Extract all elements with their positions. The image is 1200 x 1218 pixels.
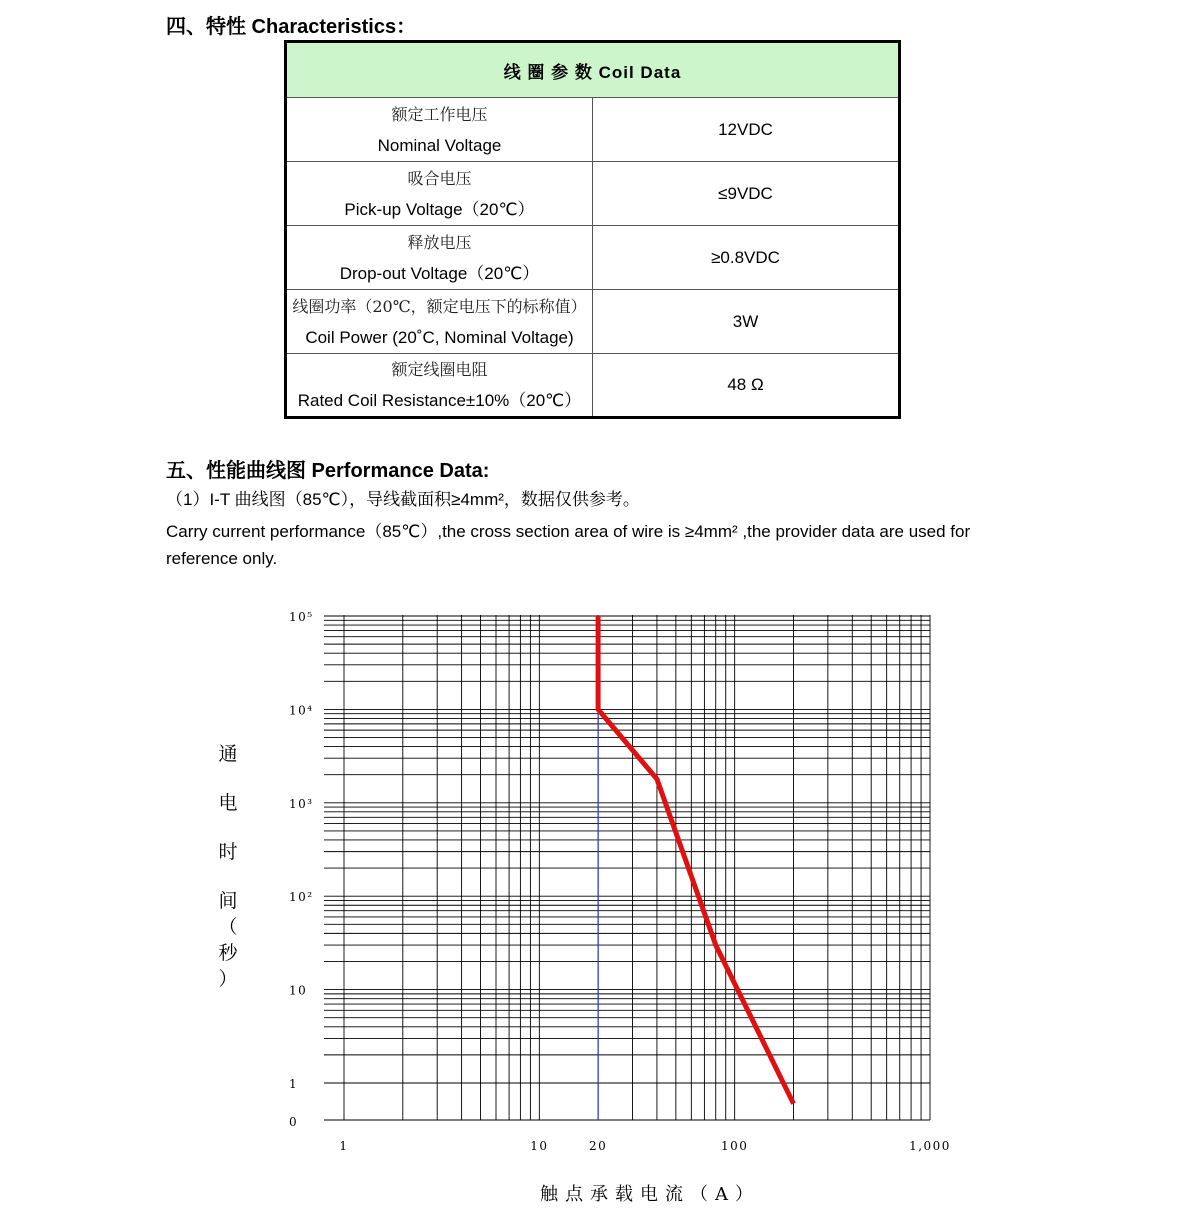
label-cn: 额定工作电压	[391, 104, 488, 124]
y-tick-label: 10³	[289, 796, 314, 811]
y-tick-label: 10²	[289, 890, 314, 905]
table-row	[286, 162, 900, 226]
coil-data-header: 线 圈 参 数 Coil Data	[286, 42, 900, 98]
it-curve-note-en: Carry current performance（85℃）,the cross section area of wire is ≥4mm² ,the provider data are used for	[166, 522, 971, 541]
table-row	[286, 290, 900, 354]
y-tick-label: 10⁵	[289, 610, 314, 624]
characteristics-heading: 四、特性 Characteristics：	[166, 16, 417, 38]
x-tick-label: 1	[339, 1139, 349, 1153]
x-tick-label: 1,000	[909, 1139, 951, 1153]
x-tick-label: 100	[720, 1139, 749, 1153]
coil-resistance-value: 48 Ω	[593, 354, 900, 418]
y-tick-label: 0	[289, 1115, 299, 1129]
x-tick-label: 20	[588, 1139, 608, 1153]
label-en: Drop-out Voltage（20℃）	[339, 263, 540, 283]
table-row	[286, 226, 900, 290]
y-tick-label: 1	[289, 1077, 299, 1091]
label-en: Coil Power (20˚C, Nominal Voltage)	[305, 327, 574, 347]
label-cn: 线圈功率（20℃，额定电压下的标称值）	[292, 296, 587, 316]
x-tick-label: 10	[530, 1139, 549, 1153]
label-en: Pick-up Voltage（20℃）	[344, 199, 535, 219]
y-axis-label: 通电时间（秒）	[218, 743, 238, 990]
y-tick-label: 10⁴	[289, 703, 314, 718]
coil-power-label	[286, 290, 593, 354]
it-curve-line	[598, 616, 793, 1104]
nominal-voltage-label	[286, 98, 593, 162]
coil-data-table	[284, 40, 901, 419]
pickup-voltage-value: ≤9VDC	[593, 162, 900, 226]
it-curve-note-cn: （1）I-T 曲线图（85℃），导线截面积≥4mm²，数据仅供参考。	[166, 490, 640, 509]
pickup-voltage-label	[286, 162, 593, 226]
it-curve-chart	[0, 590, 1200, 1218]
coil-power-value: 3W	[593, 290, 900, 354]
table-row	[286, 354, 900, 418]
dropout-voltage-label	[286, 226, 593, 290]
label-cn: 额定线圈电阻	[391, 360, 488, 379]
coil-resistance-label	[286, 354, 593, 418]
x-axis-label: 触点承载电流（A）	[540, 1184, 760, 1205]
y-tick-label: 10	[289, 983, 308, 998]
label-en: Rated Coil Resistance±10%（20℃）	[297, 391, 582, 410]
label-cn: 吸合电压	[407, 168, 472, 188]
label-en: Nominal Voltage	[377, 135, 502, 155]
performance-heading: 五、性能曲线图 Performance Data:	[166, 460, 490, 482]
label-cn: 释放电压	[407, 232, 472, 252]
dropout-voltage-value: ≥0.8VDC	[593, 226, 900, 290]
nominal-voltage-value: 12VDC	[593, 98, 900, 162]
it-curve-svg	[0, 590, 1200, 1218]
it-curve-note-en-cont: reference only.	[166, 549, 278, 568]
table-row	[286, 98, 900, 162]
